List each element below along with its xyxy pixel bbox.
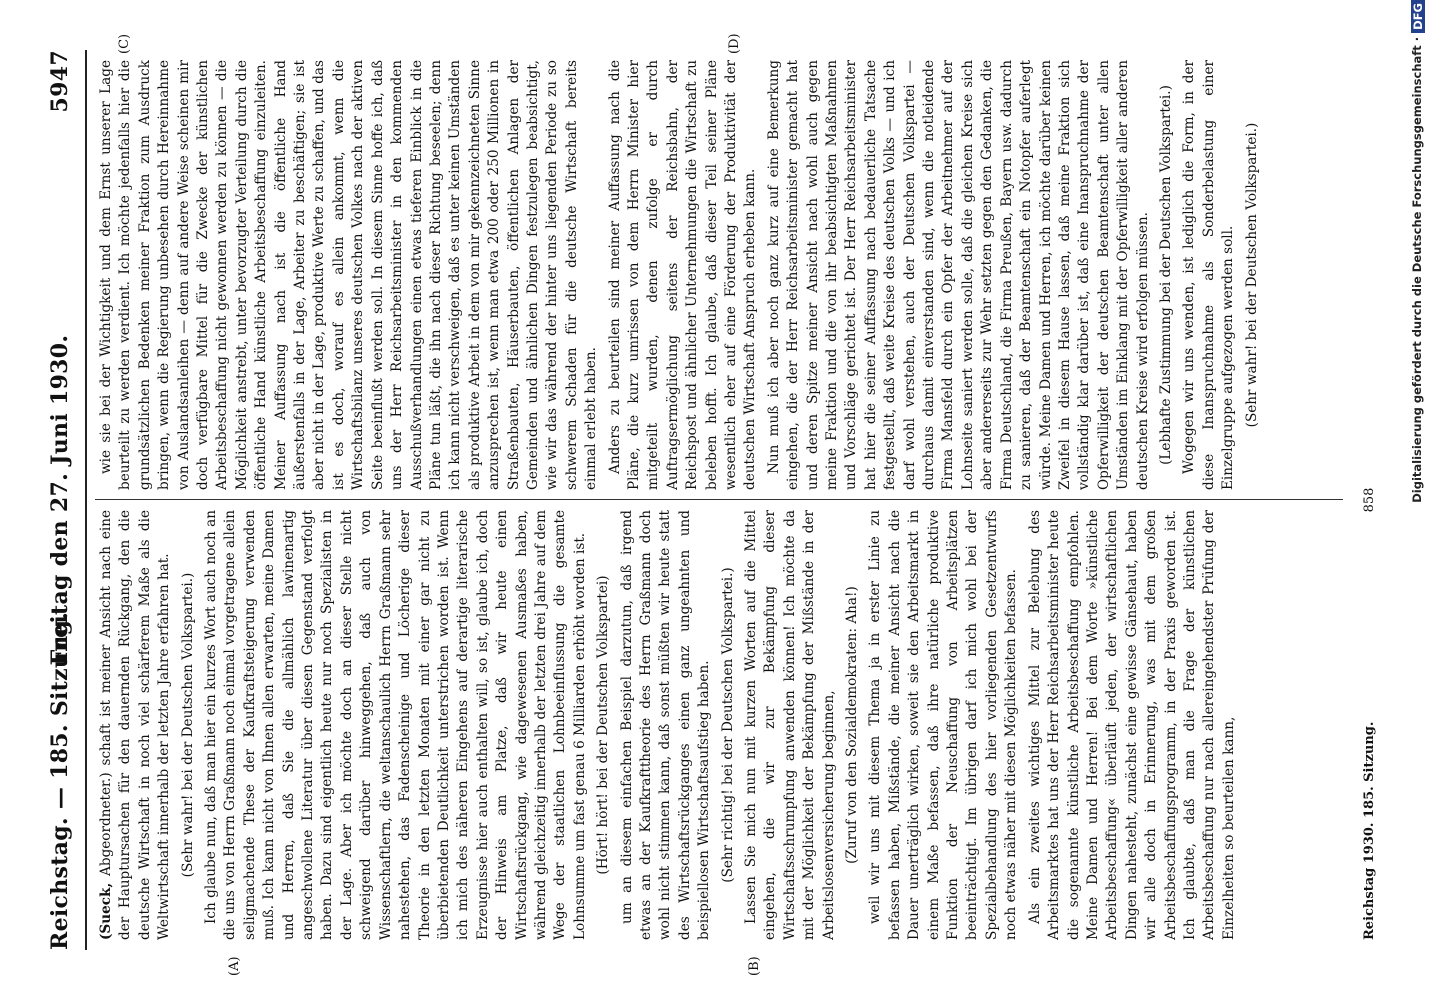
paragraph-text: Ich glaube nun, daß man hier ein kurzes Wort auch noch an die uns von Herrn Graßmann noch einmal vorgetragene allein seligmachende These der Kaufkraftsteigerung verwenden muß. Ich kann nicht von Ihnen allen erwarten, meine Damen und Herren, daß Sie die allmählich lawinenartig angeschwollene Literatur über diesen Gegenstand verfolgt haben. Dazu sind eigentlich heute nur noch Spezialisten in der Lage. Aber ich möchte doch an dieser Stelle nicht schweigend darüber hinweggehen, daß auch von Wissenschaftlern, die weltanschaulich Herrn Graßmann sehr nahestehen, das Fadenscheinige und Löcherige dieser Theorie in den letzten Monaten mit einer gar nicht zu überbietenden Deutlichkeit unterstrichen worden ist. Wenn ich mich des näheren Eingehens auf derartige literarische Erzeugnisse hier auch enthalten will, so ist, glaube ich, doch der Hinweis am Platze, daß wir heute einen Wirtschaftsrückgang, wie dagewesenen Ausmaßes haben, während gleichzeitig innerhalb der letzten drei Jahre auf dem Wege der staatlichen Lohnbeeinflussung die gesamte Lohnsumme um fast genau 6 Milliarden erhöht worden ist.: [203, 510, 588, 940]
margin-mark-d: (D): [727, 33, 742, 54]
footer-sheet-number: 858: [1362, 487, 1377, 513]
interjection: (Zuruf von den Sozialdemokraten: Aha!): [844, 586, 861, 864]
paragraph-text: Anders zu beurteilen sind meiner Auffassung nach die Pläne, die kurz umrissen von dem Herrn Minister hier mitgeteilt wurden, denen zufolge er durch Auftragsermöglichung seitens der Reichsbahn, der Reichspost und ähnlicher Unternehmungen die Wirtschaft zu beleben hofft. Ich glaube, daß dieser Teil seiner Pläne wesentlich eher auf eine Förderung der Produktivität der deutschen Wirtschaft Anspruch erheben kann.: [606, 60, 759, 490]
margin-mark-c: (C): [117, 33, 132, 54]
paragraph: [618, 510, 715, 940]
speaker-name: (Sueck,: [98, 882, 114, 940]
header-rule: [85, 50, 87, 950]
interjection: (Sehr richtig! bei der Deutschen Volkspartei.): [719, 567, 736, 883]
right-column: [97, 60, 1343, 490]
paragraph-text: schaft ist meiner Ansicht nach eine der Hauptursachen für den dauernden Rückgang, den die deutsche Wirtschaft in noch viel schärferem Maße als die Weltwirtschaft innerhalb der letzten Jahre erfahren hat.: [98, 510, 173, 940]
paragraph-text: wie sie bei der Wichtigkeit und dem Ernst unserer Lage beurteilt zu werden verdient. Ich möchte jedenfalls hier die grundsätzlichen Bedenken meiner Fraktion zum Ausdruck bringen, wenn die Regierung unbesehen durch Hereinnahme von Auslandsanleihen — denn auf andere Weise scheinen mir doch verfügbare Mittel für die Zwecke der künstlichen Arbeitsbeschaffung nicht gewonnen werden zu können — die Möglichkeit anstrebt, unter bevorzugter Verteilung durch die öffentliche Hand künstliche Arbeitsbeschaffung einzuleiten. Meiner Auffassung nach ist die öffentliche Hand äußerstenfalls in der Lage, Arbeiter zu beschäftigen; sie ist aber nicht in der Lage, produktive Werte zu schaffen, und das ist es doch, worauf es allein ankommt, wenn die Wirtschaftsbilanz unseres deutschen Volkes nach der aktiven Seite beeinflußt werden soll. In diesem Sinne hoffe ich, daß uns der Herr Reichsarbeitsminister in den kommenden Ausschußverhandlungen einen etwas tieferen Einblick in die Pläne tun läßt, die ihn nach dieser Richtung beseelen; denn ich kann nicht verschweigen, daß es unter keinen Umständen als produktive Arbeit in dem von mir gekennzeichneten Sinne anzusprechen ist, wenn man etwa 200 oder 250 Millionen in Straßenbauten, Häuserbauten, öffentlichen Anlagen der Gemeinden und ähnlichen Dingen festzulegen beabsichtigt, wie wir das während der hinter uns liegenden Periode zu so schwerem Schaden für die deutsche Wirtschaft bereits einmal erlebt haben.: [98, 60, 600, 490]
paragraph-text: weil wir uns mit diesem Thema ja in erster Linie zu befassen haben, Mißstände, die meiner Ansicht nach die Dauer unerträglich wirken, soweit sie den Arbeitsmarkt in einem Maße befassen, daß ihre natürliche produktive Funktion der Neuschaffung von Arbeitsplätzen beeinträchtigt. Im übrigen darf ich mich wohl bei der Spezialbehandlung des hier vorliegenden Gesetzentwurfs noch etwas näher mit diesen Möglichkeiten befassen.: [867, 510, 1020, 940]
header-left: Reichstag. — 185. Sitzung.: [47, 611, 73, 950]
paragraph: [202, 510, 590, 940]
paragraph: [97, 510, 175, 940]
paragraph-text: Nun muß ich aber noch ganz kurz auf eine Bemerkung eingehen, die der Herr Reichsarbeitsminister gemacht hat und deren Spitze meiner Ansicht nach wohl auch gegen meine Fraktion und die von ihr beabsichtigten Maßnahmen und Vorschläge gerichtet ist. Der Herr Reichsarbeitsminister hat hier die seiner Auffassung nach bedauerliche Tatsache festgestellt, daß weite Kreise des deutschen Volks — und ich darf wohl verstehen, auch der Deutschen Volkspartei — durchaus damit einverstanden sind, wenn die notleidende Firma Mansfeld durch ein Opfer der Arbeitnehmer auf der Lohnseite saniert werden solle, daß die gleichen Kreise sich aber andererseits zur Wehr setzten gegen den Gedanken, die Firma Deutschland, die Firma Preußen, Bayern usw. dadurch zu sanieren, daß der Beamtenschaft ein Notopfer auferlegt würde. Meine Damen und Herren, ich möchte darüber keinen Zweifel in diesem Hause lassen, daß meine Fraktion sich vollständig klar darüber ist, daß eine Inanspruchnahme der Opferwilligkeit der deutschen Beamtenschaft unter allen Umständen im Einklang mit der Opferwilligkeit aller anderen deutschen Kreise wird erfolgen müssen.: [765, 60, 1151, 490]
paragraph-text: Als ein zweites wichtiges Mittel zur Belebung des Arbeitsmarktes hat uns der Herr Reichsarbeitsminister heute die sogenannte künstliche Arbeitsbeschaffung empfohlen. Meine Damen und Herren! Bei dem Worte »künstliche Arbeitsbeschaffung« überläuft jeden, der wirtschaftlichen Dingen nahesteht, zunächst eine gewisse Gänsehaut, haben wir alle doch in Erinnerung, was mit dem großen Arbeitsbeschaffungsprogramm, in der Praxis geworden ist. Ich glaubte, daß man die Frage der künstlichen Arbeitsbeschaffung nur nach allereingehendster Prüfung der Einzelheiten so beurteilen kann,: [1026, 510, 1237, 940]
speaker-role: Abgeordneter.): [98, 772, 114, 876]
interjection: (Sehr wahr! bei der Deutschen Volkspartei.): [179, 572, 196, 878]
paragraph: [606, 60, 761, 490]
digitization-credit: [1400, 0, 1434, 1000]
dfg-logo: DFG: [1411, 0, 1425, 33]
footer-signature: Reichstag 1930. 185. Sitzung.: [1362, 721, 1377, 940]
paragraph: [1180, 60, 1238, 490]
interjection: (Hört! hört! bei der Deutschen Volkspartei): [595, 575, 612, 875]
paragraph: [866, 510, 1021, 940]
interjection: (Sehr wahr! bei der Deutschen Volkspartei.): [1243, 122, 1260, 428]
paragraph: [742, 510, 839, 940]
page-number: 5947: [47, 50, 73, 113]
paragraph: [1026, 510, 1239, 940]
header-center: Freitag den 27. Juni 1930.: [47, 334, 73, 666]
rotated-document: [27, 10, 1407, 990]
left-column: [97, 510, 1343, 940]
paragraph-text: um an diesem einfachen Beispiel darzutun, daß irgend etwas an der Kaufkrafttheorie des Herrn Graßmann doch wohl nicht stimmen kann, daß sonst müßten wir heute statt des Wirtschaftsrückganges einen ganz ungeahnten und beispiellosen Wirtschaftsaufstieg haben.: [618, 510, 713, 940]
interjection: (Lebhafte Zustimmung bei der Deutschen Volkspartei.): [1157, 85, 1174, 465]
credit-text: Digitalisierung gefördert durch die Deutsche Forschungsgemeinschaft ·: [1410, 36, 1424, 503]
margin-mark-a: (A): [227, 956, 242, 976]
running-header: [47, 50, 87, 950]
paragraph: [97, 60, 602, 490]
paragraph-text: Wogegen wir uns wenden, ist lediglich die Form, in der diese Inanspruchnahme als Sonderbelastung einer Einzelgruppe aufgezogen werden soll.: [1181, 60, 1237, 490]
margin-mark-b: (B): [747, 956, 762, 976]
column-divider: [95, 499, 1343, 500]
paragraph: [765, 60, 1153, 490]
paragraph-text: Lassen Sie mich nun mit kurzen Worten auf die Mittel eingehen, die wir zur Bekämpfung dieser Wirtschaftsschrumpfung anwenden können! Ich möchte da mit der Möglichkeit der Bekämpfung der Mißstände in der Arbeitslosenversicherung beginnen,: [743, 510, 837, 940]
